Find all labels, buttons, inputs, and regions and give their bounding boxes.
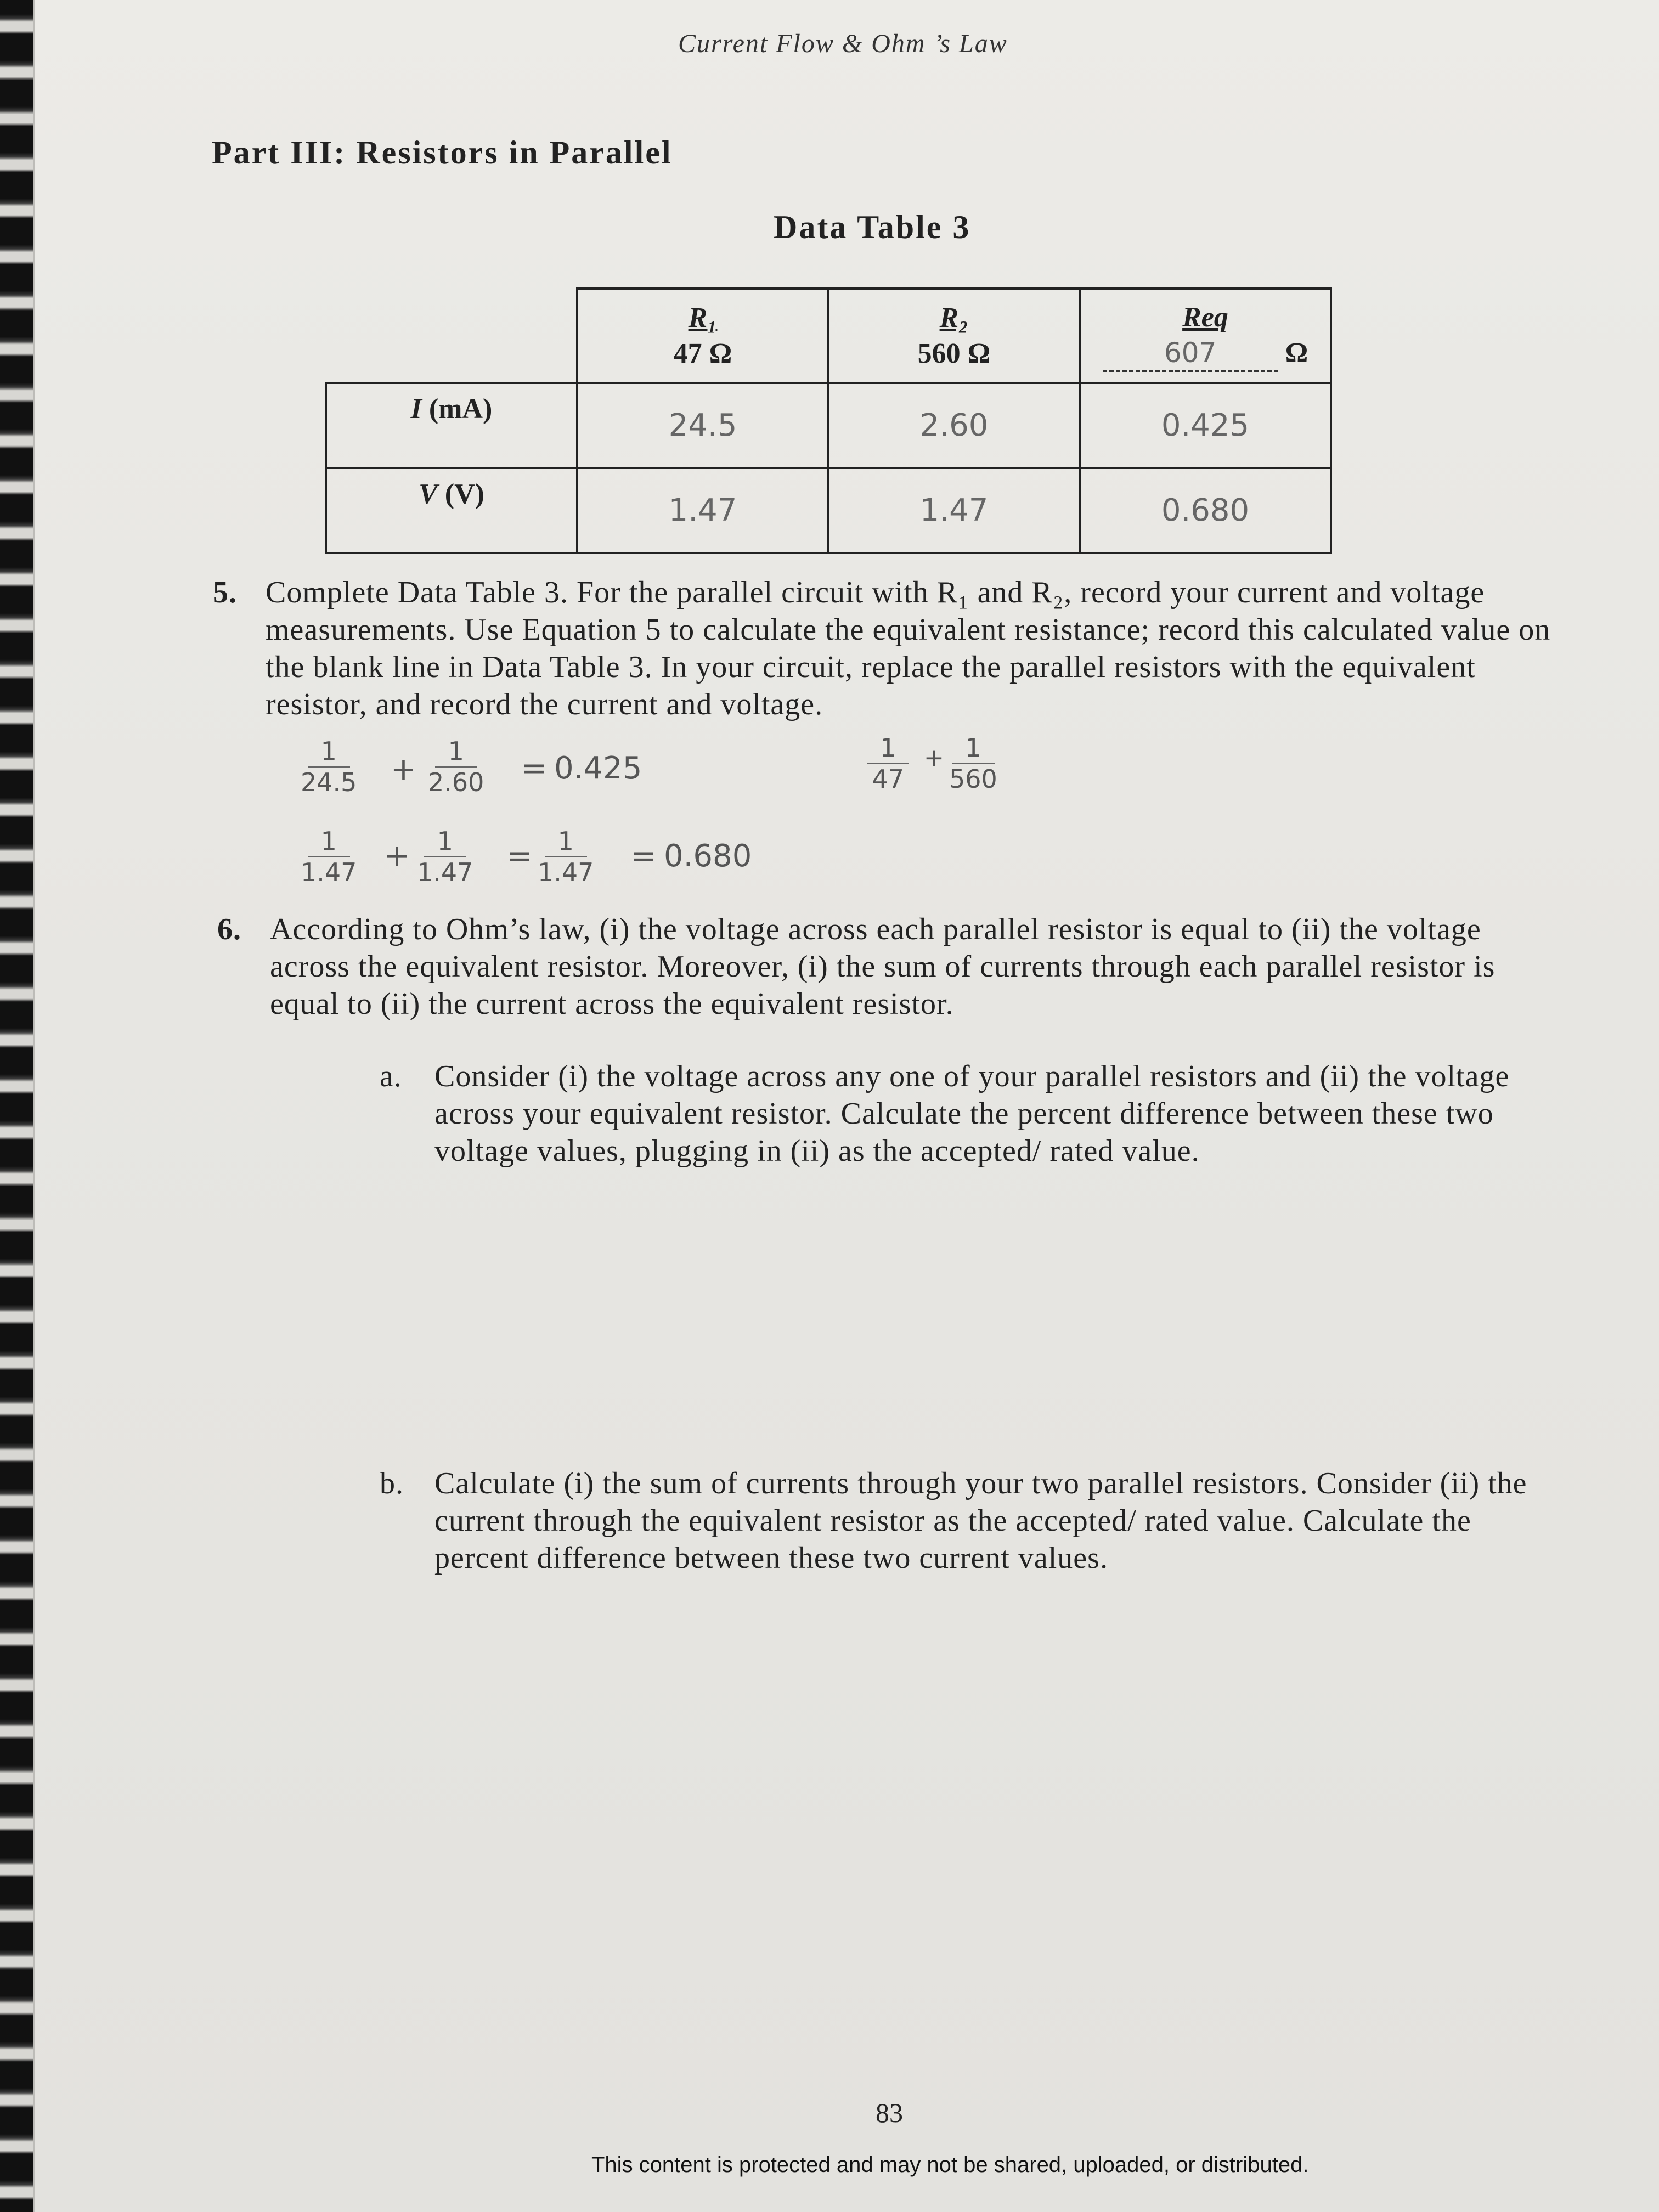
hw-equals: = bbox=[507, 838, 533, 874]
row-label-voltage bbox=[326, 468, 577, 553]
hw-result-0-680: 0.680 bbox=[664, 838, 752, 874]
table-row-voltage bbox=[326, 468, 1331, 553]
r1-value: 47 Ω bbox=[673, 338, 732, 369]
spiral-binding bbox=[0, 0, 35, 2212]
cell-v-req: 0.680 bbox=[1080, 468, 1331, 553]
question-5 bbox=[213, 574, 1560, 723]
header-r1 bbox=[577, 289, 828, 383]
hw-frac-1-47-c bbox=[538, 826, 594, 887]
hw-denominator: 1.47 bbox=[538, 857, 594, 887]
hw-plus: + bbox=[384, 838, 410, 874]
hw-frac-2-60 bbox=[428, 736, 484, 797]
hw-numerator: 1 bbox=[952, 733, 994, 764]
voltage-symbol: V bbox=[419, 478, 438, 510]
question-6-text: According to Ohm’s law, (i) the voltage across each parallel resistor is equal to (ii) the voltage across the equivalent resistor. Moreover, (i) the sum of currents through each parallel resistor is equal to (ii) the current across the equivalent resistor. bbox=[270, 912, 1496, 1021]
data-table-3 bbox=[325, 287, 1332, 554]
cell-i-r2: 2.60 bbox=[828, 383, 1080, 468]
r2-symbol: R₂ bbox=[939, 302, 969, 334]
hw-numerator: 1 bbox=[545, 826, 587, 857]
r2-value: 560 Ω bbox=[917, 338, 991, 369]
copyright-footer: This content is protected and may not be shared, uploaded, or distributed. bbox=[591, 2153, 1309, 2177]
hw-denominator: 24.5 bbox=[301, 768, 357, 797]
voltage-unit: (V) bbox=[437, 478, 484, 510]
hw-frac-47-crossed bbox=[867, 733, 909, 794]
req-unit: Ω bbox=[1285, 337, 1308, 369]
part-title: Part III: Resistors in Parallel bbox=[212, 134, 673, 171]
hw-frac-560 bbox=[949, 733, 997, 794]
running-header: Current Flow & Ohm ’s Law bbox=[678, 29, 1008, 58]
cell-v-r1: 1.47 bbox=[577, 468, 828, 553]
table-title: Data Table 3 bbox=[774, 209, 971, 245]
hw-numerator: 1 bbox=[308, 736, 350, 768]
hw-denominator: 1.47 bbox=[417, 857, 473, 887]
question-6a bbox=[380, 1058, 1570, 1170]
question-6b-text: Calculate (i) the sum of currents through your two parallel resistors. Consider (ii) the current through the equivalent resistor as the accepted/ rated value. Calculate the percent difference between these two current values. bbox=[435, 1466, 1527, 1575]
hw-numerator: 1 bbox=[435, 736, 477, 768]
table-header-row bbox=[326, 289, 1331, 383]
question-6a-text: Consider (i) the voltage across any one of your parallel resistors and (ii) the voltage across your equivalent resistor. Calculate the percent difference between these two voltage values, plugging in (ii) as the accepted/ rated value. bbox=[435, 1059, 1510, 1168]
r1-symbol: R₁ bbox=[688, 302, 718, 334]
cell-i-req: 0.425 bbox=[1080, 383, 1331, 468]
hw-equals: = bbox=[521, 751, 547, 786]
question-5-number: 5. bbox=[213, 575, 237, 610]
page-number: 83 bbox=[876, 2097, 903, 2128]
question-5-text: Complete Data Table 3. For the parallel circuit with R₁ and R₂, record your current and voltage measurements. Use Equation 5 to calculate the equivalent resistance; record this calculated value on the blank line in Data Table 3. In your circuit, replace the parallel resistors with the equivalent resistor, and record the current and voltage. bbox=[266, 575, 1551, 721]
table-row-current bbox=[326, 383, 1331, 468]
req-handwritten-value: 607 bbox=[1103, 336, 1278, 373]
row-label-current bbox=[326, 383, 577, 468]
hw-result-0-425: 0.425 bbox=[554, 751, 642, 786]
question-6a-label: a. bbox=[380, 1059, 402, 1093]
hw-denominator: 2.60 bbox=[428, 768, 484, 797]
hw-numerator: 1 bbox=[424, 826, 466, 857]
hw-frac-24-5 bbox=[301, 736, 357, 797]
question-6 bbox=[217, 911, 1565, 1023]
hw-denominator: 560 bbox=[949, 764, 997, 794]
header-req bbox=[1080, 289, 1331, 383]
hw-equals: = bbox=[631, 838, 657, 874]
req-symbol: Req bbox=[1182, 301, 1228, 333]
cell-i-r1: 24.5 bbox=[577, 383, 828, 468]
hw-plus: + bbox=[391, 752, 416, 787]
table-corner bbox=[326, 289, 577, 383]
question-6b bbox=[380, 1465, 1570, 1577]
hw-frac-1-47-a bbox=[301, 826, 357, 887]
question-6b-label: b. bbox=[380, 1466, 404, 1500]
question-6-number: 6. bbox=[217, 912, 241, 946]
hw-denominator: 1.47 bbox=[301, 857, 357, 887]
cell-v-r2: 1.47 bbox=[828, 468, 1080, 553]
current-unit: (mA) bbox=[421, 393, 493, 425]
header-r2 bbox=[828, 289, 1080, 383]
hw-numerator: 1 bbox=[308, 826, 350, 857]
hw-plus: + bbox=[924, 744, 944, 772]
hw-numerator: 1 bbox=[867, 733, 909, 764]
hw-frac-1-47-b bbox=[417, 826, 473, 887]
hw-denominator: 47 bbox=[872, 764, 904, 794]
current-symbol: I bbox=[410, 393, 422, 425]
